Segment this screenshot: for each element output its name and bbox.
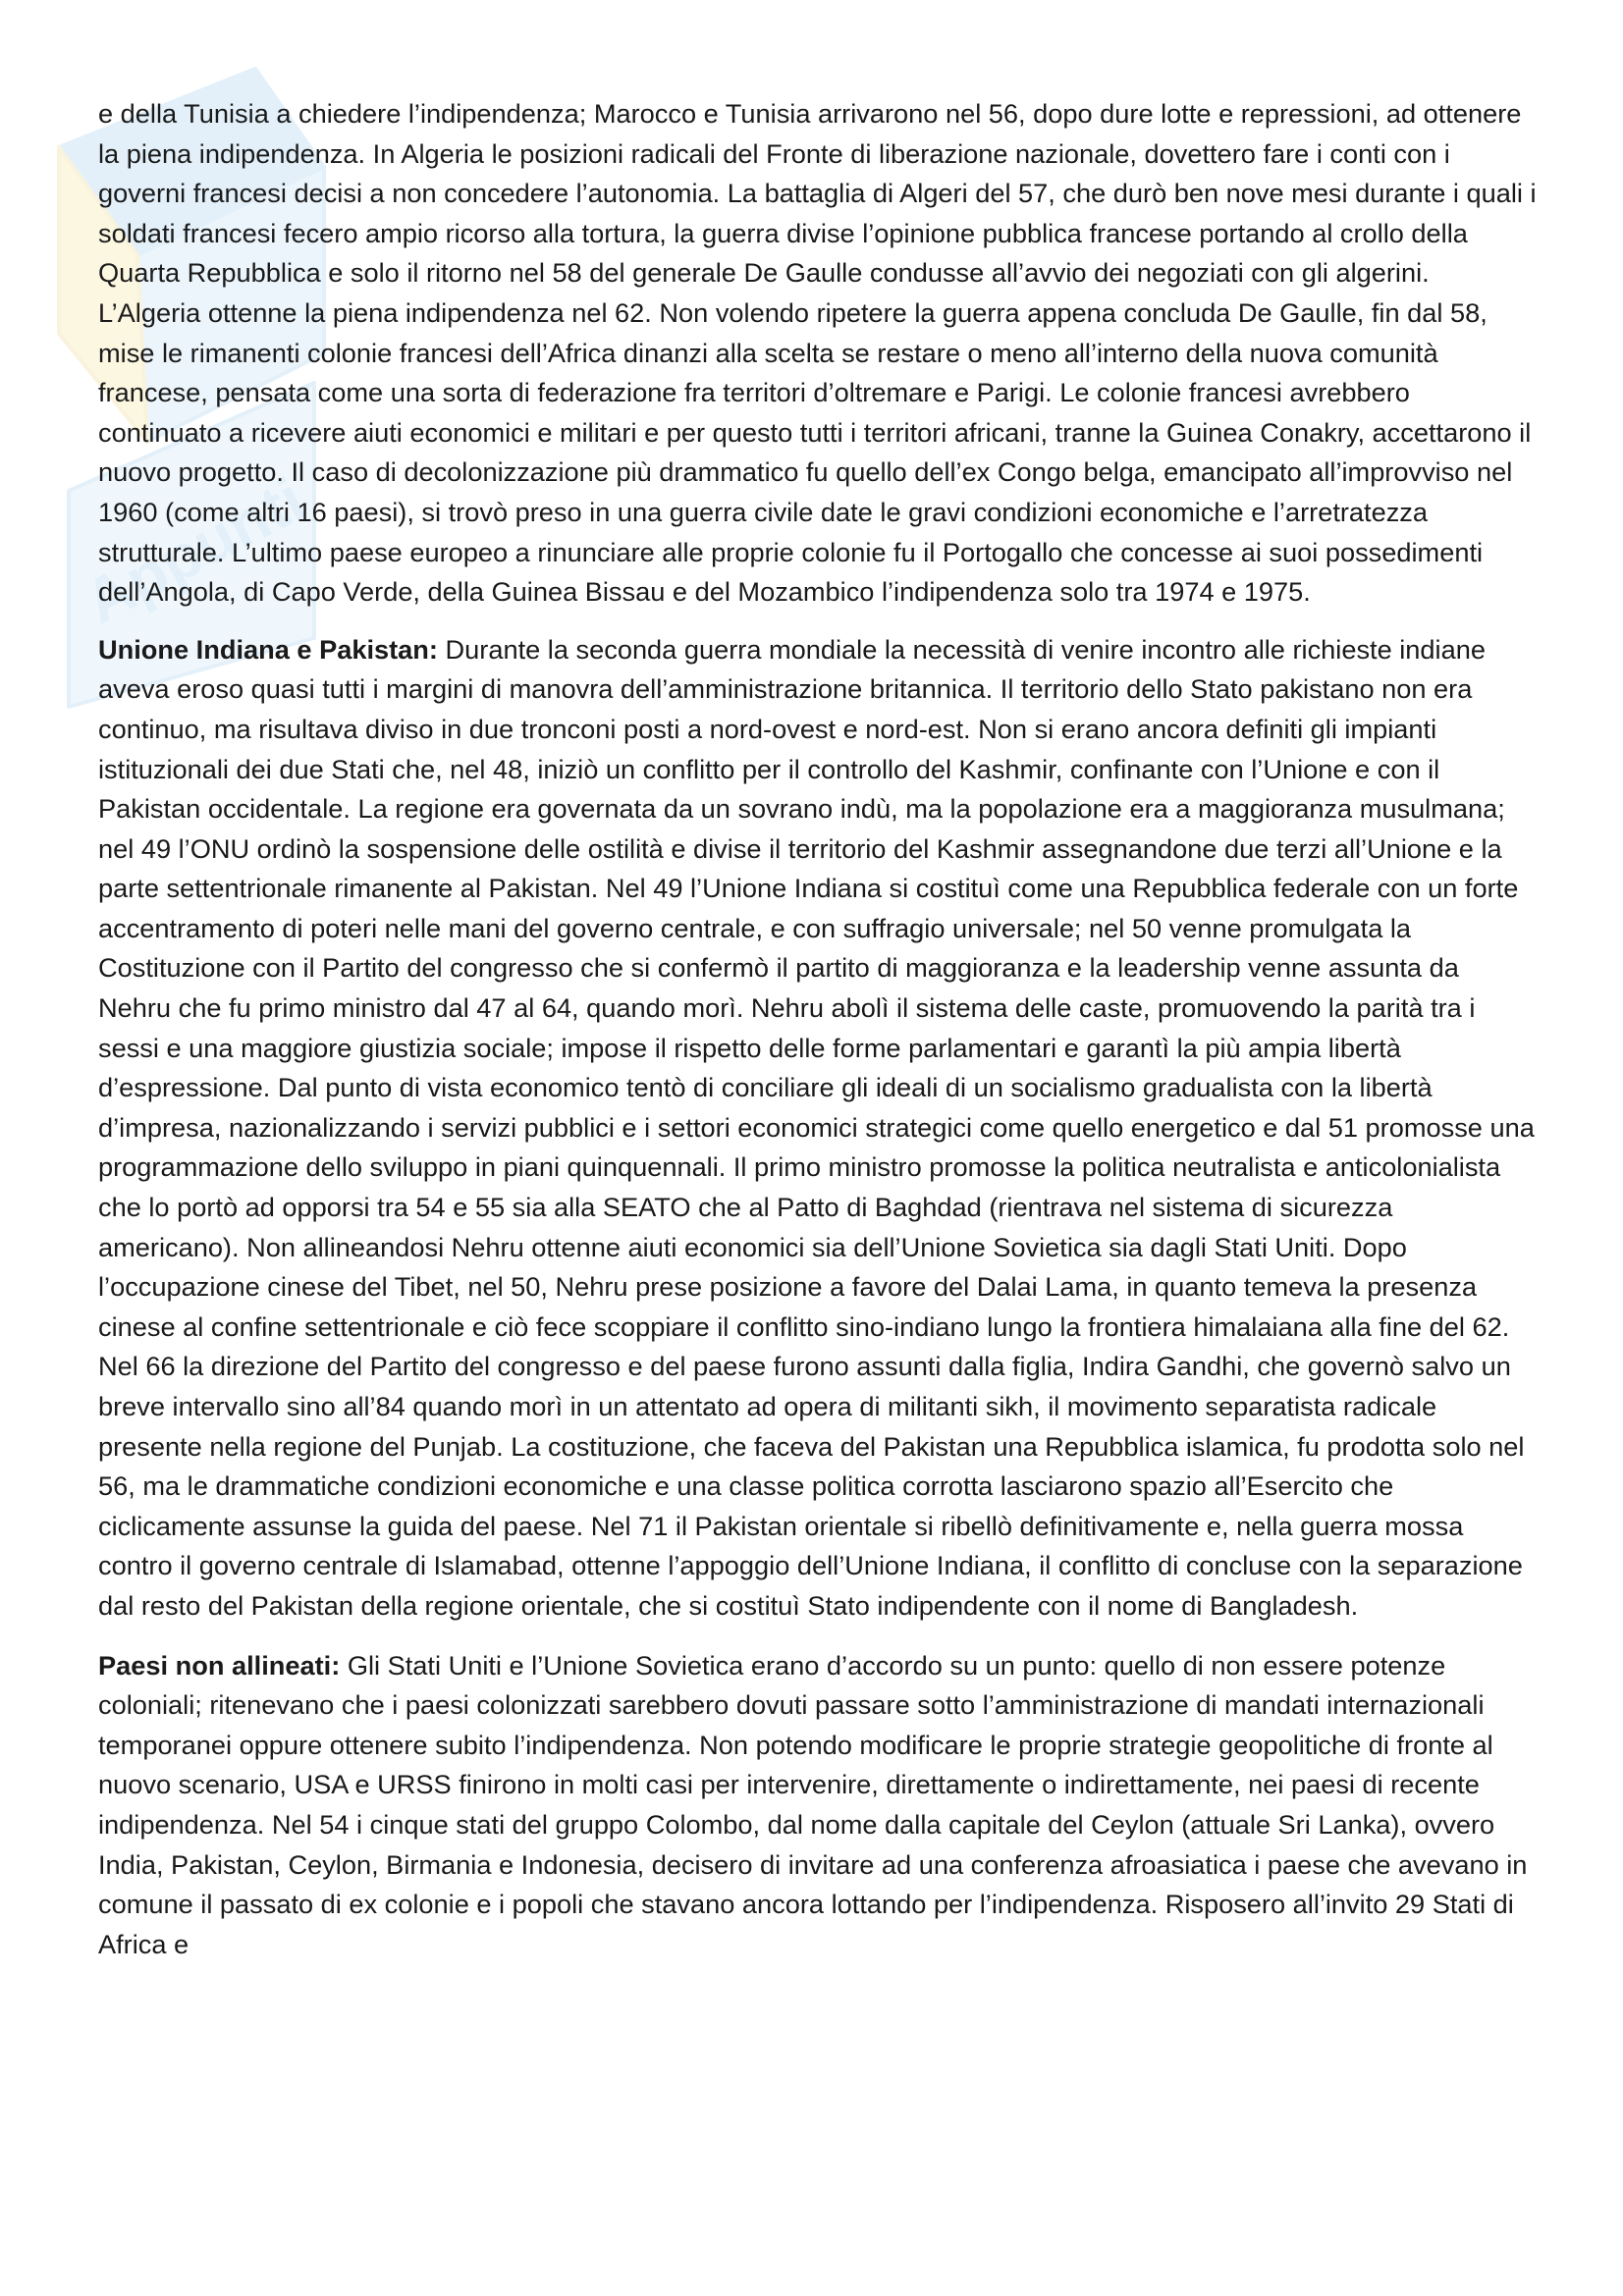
document-body <box>98 94 1538 1984</box>
watermark-text: Appunti <box>73 463 316 638</box>
paragraph-text: e della Tunisia a chiedere l’indipendenza; Marocco e Tunisia arrivarono nel 56, dopo dure lotte e repressioni, ad ottenere la piena indipendenza. In Algeria le posizioni radicali del Fronte di liberazione nazionale, dovettero fare i conti con i governi francesi decisi a non concedere l’autonomia. La battaglia di Algeri del 57, che durò ben nove mesi durante i quali i soldati francesi fecero ampio ricorso alla tortura, la guerra divise l’opinione pubblica francese portando al crollo della Quarta Repubblica e solo il ritorno nel 58 del generale De Gaulle condusse all’avvio dei negoziati con gli algerini. L’Algeria ottenne la piena indipendenza nel 62. Non volendo ripetere la guerra appena concluda De Gaulle, fin dal 58, mise le rimanenti colonie francesi dell’Africa dinanzi alla scelta se restare o meno all’interno della nuova comunità francese, pensata come una sorta di federazione fra territori d’oltremare e Parigi. Le colonie francesi avrebbero continuato a ricevere aiuti economici e militari e per questo tutti i territori africani, tranne la Guinea Conakry, accettarono il nuovo progetto. Il caso di decolonizzazione più drammatico fu quello dell’ex Congo belga, emancipato all’improvviso nel 1960 (come altri 16 paesi), si trovò preso in una guerra civile date le gravi condizioni economiche e l’arretratezza strutturale. L’ultimo paese europeo a rinunciare alle proprie colonie fu il Portogallo che concesse ai suoi possedimenti dell’Angola, di Capo Verde, della Guinea Bissau e del Mozambico l’indipendenza solo tra 1974 e 1975. <box>98 98 1537 608</box>
paragraph-text: Durante la seconda guerra mondiale la necessità di venire incontro alle richieste indiane aveva eroso quasi tutti i margini di manovra dell’amministrazione britannica. Il territorio dello Stato pakistano non era continuo, ma risultava diviso in due tronconi posti a nord-ovest e nord-est. Non si erano ancora definiti gli impianti istituzionali dei due Stati che, nel 48, iniziò un conflitto per il controllo del Kashmir, confinante con l’Unione e con il Pakistan occidentale. La regione era governata da un sovrano indù, ma la popolazione era a maggioranza musulmana; nel 49 l’ONU ordinò la sospensione delle ostilità e divise il territorio del Kashmir assegnandone due terzi all’Unione e la parte settentrionale rimanente al Pakistan. Nel 49 l’Unione Indiana si costituì come una Repubblica federale con un forte accentramento di poteri nelle mani del governo centrale, e con suffragio universale; nel 50 venne promulgata la Costituzione con il Partito del congresso che si confermò il partito di maggioranza e la leadership venne assunta da Nehru che fu primo ministro dal 47 al 64, quando morì. Nehru abolì il sistema delle caste, promuovendo la parità tra i sessi e una maggiore giustizia sociale; impose il rispetto delle forme parlamentari e garantì la più ampia libertà d’espressione. Dal punto di vista economico tentò di conciliare gli ideali di un socialismo gradualista con la libertà d’impresa, nazionalizzando i servizi pubblici e i settori economici strategici come quello energetico e dal 51 promosse una programmazione dello sviluppo in piani quinquennali. Il primo ministro promosse la politica neutralista e anticolonialista che lo portò ad opporsi tra 54 e 55 sia alla SEATO che al Patto di Baghdad (rientrava nel sistema di sicurezza americano). Non allineandosi Nehru ottenne aiuti economici sia dell’Unione Sovietica sia dagli Stati Uniti. Dopo l’occupazione cinese del Tibet, nel 50, Nehru prese posizione a favore del Dalai Lama, in quanto temeva la presenza cinese al confine settentrionale e ciò fece scoppiare il conflitto sino-indiano lungo la frontiera himalaiana alla fine del 62. Nel 66 la direzione del Partito del congresso e del paese furono assunti dalla figlia, Indira Gandhi, che governò salvo un breve intervallo sino all’84 quando morì in un attentato ad opera di militanti sikh, il movimento separatista radicale presente nella regione del Punjab. La costituzione, che faceva del Pakistan una Repubblica islamica, fu prodotta solo nel 56, ma le drammatiche condizioni economiche e una classe politica corrotta lasciarono spazio all’Esercito che ciclicamente assunse la guida del paese. Nel 71 il Pakistan orientale si ribellò definitivamente e, nella guerra mossa contro il governo centrale di Islamabad, ottenne l’appoggio dell’Unione Indiana, il conflitto di concluse con la separazione dal resto del Pakistan della regione orientale, che si costituì Stato indipendente con il nome di Bangladesh. <box>98 633 1535 1621</box>
section-heading-unione-indiana: Unione Indiana e Pakistan: <box>98 633 438 665</box>
paragraph-decolonizzazione-africa <box>98 94 1538 613</box>
section-heading-paesi-non-allineati: Paesi non allineati: <box>98 1649 341 1681</box>
paragraph-unione-indiana-pakistan <box>98 630 1538 1627</box>
paragraph-paesi-non-allineati <box>98 1646 1538 1965</box>
paragraph-text: Gli Stati Uniti e l’Unione Sovietica erano d’accordo su un punto: quello di non essere potenze coloniali; ritenevano che i paesi colonizzati sarebbero dovuti passare sotto l’amministrazione di mandati internazionali temporanei oppure ottenere subito l’indipendenza. Non potendo modificare le proprie strategie geopolitiche di fronte al nuovo scenario, USA e URSS finirono in molti casi per intervenire, direttamente o indirettamente, nei paesi di recente indipendenza. Nel 54 i cinque stati del gruppo Colombo, dal nome dalla capitale del Ceylon (attuale Sri Lanka), ovvero India, Pakistan, Ceylon, Birmania e Indonesia, decisero di invitare ad una conferenza afroasiatica i paese che avevano in comune il passato di ex colonie e i popoli che stavano ancora lottando per l’indipendenza. Risposero all’invito 29 Stati di Africa e <box>98 1649 1528 1959</box>
